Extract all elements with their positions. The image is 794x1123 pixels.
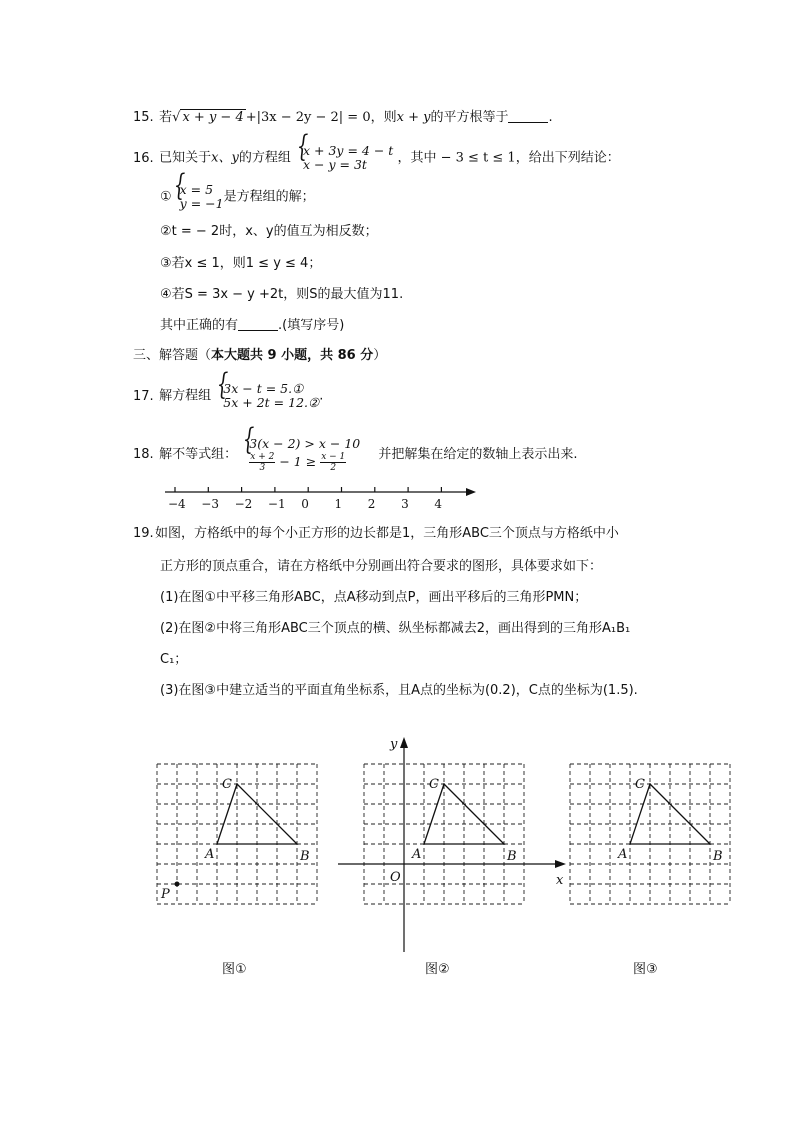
statement-2: ②t = − 2时，x、y的值互为相反数；: [160, 224, 378, 239]
vertex-label-b: B: [300, 849, 310, 864]
y-axis-arrow: [400, 737, 408, 748]
sqrt-expression: x + y − 4: [182, 110, 244, 125]
q16-answer-line: 其中正确的有 .(填写序号): [160, 318, 345, 333]
vertex-label-c: C: [635, 777, 645, 792]
point-p: [175, 882, 180, 887]
tick-label: −4: [168, 497, 186, 511]
question-number: 15.: [133, 110, 154, 125]
vertex-label-b: B: [507, 849, 517, 864]
vertex-label-a: A: [618, 847, 628, 862]
x-axis-label: x: [556, 873, 564, 888]
vertex-label-c: C: [429, 777, 439, 792]
fraction: $\frac{x + 2}{3}$: [250, 452, 275, 473]
tick-label: 4: [434, 497, 443, 511]
question-19-line-1: 19.如图，方格纸中的每个小正方形的边长都是1，三角形ABC三个顶点与方格纸中小: [133, 524, 619, 544]
origin-label: O: [390, 870, 401, 885]
question-19-line-6: (3)在图③中建立适当的平面直角坐标系，且A点的坐标为(0.2)，C点的坐标为(1.5).: [160, 683, 638, 698]
figure-3-caption: 图③: [633, 962, 658, 977]
x-axis-arrow: [555, 860, 566, 868]
figure-1-grid: [157, 764, 317, 904]
figure-2-grid: [338, 737, 566, 952]
tick-label: 2: [367, 497, 376, 511]
y-axis-label: y: [390, 737, 398, 752]
question-16: 16. 已知关于x、y的方程组 { x + 3y = 4 − t x − y = 3t ，其中 − 3 ≤ t ≤ 1，给出下列结论：: [133, 144, 620, 172]
question-17: 17. 解方程组 { 3x − t = 5.① 5x + 2t = 12.② .: [133, 382, 323, 410]
figure-2-caption: 图②: [425, 962, 450, 977]
question-18: 18. 解不等式组： { 3(x − 2) > x − 10 $\frac{x + 2}{3}$ − 1 ≥ $\frac{x - 1}{2}$ 并把解集在给定的数轴上表示出来.: [133, 436, 578, 473]
tick-label: 3: [401, 497, 409, 511]
statement-4: ④若S = 3x − y +2t，则S的最大值为11.: [160, 287, 404, 302]
statement-3: ③若x ≤ 1，则1 ≤ y ≤ 4；: [160, 256, 322, 271]
vertex-label-a: A: [205, 847, 215, 862]
equation-system: { x + 3y = 4 − t x − y = 3t: [295, 144, 393, 172]
triangle-abc: [424, 784, 504, 844]
answer-blank: [508, 108, 548, 123]
tick-label: −2: [234, 497, 253, 511]
vertex-label-b: B: [713, 849, 723, 864]
tick-label: 0: [301, 497, 309, 511]
tick-label: 1: [334, 497, 343, 511]
question-19-line-2: 正方形的顶点重合，请在方格纸中分别画出符合要求的图形，具体要求如下：: [160, 559, 603, 574]
question-15: 15. 若√ x + y − 4 +|3x − 2y − 2| = 0，则x + y的平方根等于 .: [133, 108, 553, 128]
solution-system: { x = 5 y = −1: [172, 183, 224, 211]
question-19-line-4: (2)在图②中将三角形ABC三个顶点的横、纵坐标都减去2，画出得到的三角形A₁B₁: [160, 621, 631, 636]
question-number: 16.: [133, 150, 154, 166]
question-number: 19.: [133, 526, 154, 541]
figure-3-grid: [570, 764, 730, 904]
question-number: 18.: [133, 447, 154, 462]
vertex-label-a: A: [412, 847, 422, 862]
inequality-system: { 3(x − 2) > x − 10 $\frac{x + 2}{3}$ − 1 ≥ $\frac{x - 1}{2}$: [241, 436, 360, 473]
question-19-line-5: C₁；: [160, 652, 188, 667]
vertex-label-c: C: [222, 777, 232, 792]
tick-label: −1: [267, 497, 286, 511]
tick-label: −3: [201, 497, 219, 511]
answer-blank: [238, 316, 278, 331]
section-heading: 三、解答题（本大题共 9 小题，共 86 分）: [133, 348, 387, 363]
figure-1-caption: 图①: [222, 962, 247, 977]
question-number: 17.: [133, 388, 154, 404]
triangle-abc: [217, 784, 297, 844]
statement-1: ① { x = 5 y = −1 是方程组的解；: [160, 183, 315, 211]
question-19-line-3: (1)在图①中平移三角形ABC，点A移动到点P，画出平移后的三角形PMN；: [160, 590, 588, 605]
equation-system: { 3x − t = 5.① 5x + 2t = 12.②: [215, 382, 319, 410]
triangle-abc: [630, 784, 710, 844]
point-label-p: P: [161, 887, 170, 902]
fraction: $\frac{x - 1}{2}$: [321, 452, 346, 473]
